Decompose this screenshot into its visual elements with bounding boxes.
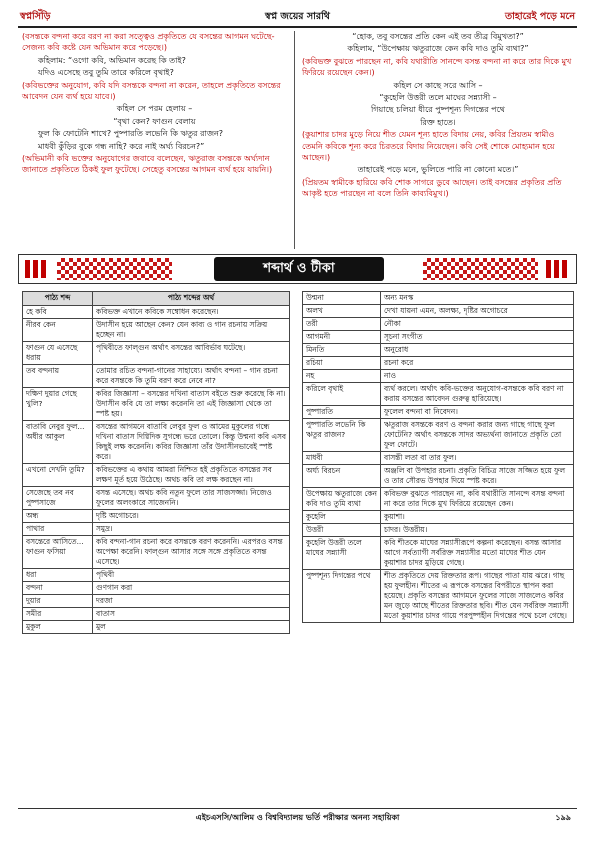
glossary-row bbox=[23, 342, 290, 365]
poem-line: মাধবী কুঁড়ির বুকে গন্ধ নাহি? করে নাই অর্ঘ্য বিরচন?” bbox=[38, 141, 205, 151]
glossary-word: তরী bbox=[303, 318, 381, 331]
glossary-meaning: বাসন্তী লতা বা তার ফুল। bbox=[381, 452, 574, 465]
header-left: স্বপ্নসিঁড়ি bbox=[20, 11, 51, 22]
glossary-row bbox=[303, 357, 574, 370]
glossary-word: পুষ্পারতি লভেনি কি ঋতুর রাজন? bbox=[303, 419, 381, 452]
glossary-word: নীরব কেন bbox=[23, 319, 93, 342]
glossary-meaning: কবি বন্দনা-গান রচনা করে বসন্তকে বরণ করেননি। এরপরও বসন্ত অপেক্ষা করেনি। ফাল্গুন আসার সঙ্গে সঙ্গে প্রকৃতিতে বসন্ত এসেছে। bbox=[93, 536, 290, 569]
poem-line: যদিও এসেছে তবু তুমি তারে করিলে বৃথাই? bbox=[38, 68, 174, 78]
glossary-row bbox=[303, 452, 574, 465]
glossary-row bbox=[23, 319, 290, 342]
glossary-meaning: কবির জিজ্ঞাসা – বসন্তের দখিনা বাতাস বইতে শুরু করেছে কি না। উদাসীন কবি যে তা লক্ষ্য করেননি তা এই জিজ্ঞাসা থেকে তা স্পষ্ট হয়। bbox=[93, 388, 290, 421]
glossary-row bbox=[303, 524, 574, 537]
glossary-row bbox=[23, 621, 290, 634]
glossary-word: পাথার bbox=[23, 523, 93, 536]
glossary-meaning: ব্যর্থ করলে। অর্থাৎ কবি-ভক্তের অনুযোগ-বসন্তকে কবি বরণ না করায় বসন্তের আবেদন গুরুত্ব হারিয়েছে। bbox=[381, 383, 574, 406]
glossary-row bbox=[303, 537, 574, 570]
glossary-row bbox=[303, 406, 574, 419]
glossary-word: অর্ঘ্য বিরচন bbox=[303, 465, 381, 488]
glossary-meaning: ঋতুরাজ বসন্তকে বরণ ও বন্দনা করার জন্য গাছে গাছে ফুল ফোটেনি? অর্থাৎ বসন্তকে সাদর অভ্যর্থনা জানাতে প্রকৃতি তো ফুল ফোটে। bbox=[381, 419, 574, 452]
glossary-row bbox=[23, 388, 290, 421]
poem-line: রিক্ত হাতে। bbox=[420, 117, 456, 127]
glossary-word: এখনো দেখনি তুমি? bbox=[23, 464, 93, 487]
glossary-meaning: বাতাস bbox=[93, 608, 290, 621]
commentary-text: (কুয়াশার চাদর মুড়ে নিয়ে শীত যেমন শূন্য হাতে বিদায় নেয়, কবির প্রিয়তম স্বামীও তেমনি কবিকে শূন্য করে চিরতরে বিদায় নিয়েছেন। কবি সেই শোকে মোহ্যমান হয়ে আছেন।) bbox=[302, 130, 555, 163]
glossary-word: পুষ্পশূন্য দিগন্তের পথে bbox=[303, 570, 381, 623]
glossary-word: মুকুল bbox=[23, 621, 93, 634]
banner-right-bars bbox=[546, 260, 570, 278]
glossary-word: বন্দনা bbox=[23, 582, 93, 595]
glossary-row bbox=[303, 419, 574, 452]
glossary-word: কুহেলি bbox=[303, 511, 381, 524]
glossary-row bbox=[303, 465, 574, 488]
glossary-word: পুষ্পারতি bbox=[303, 406, 381, 419]
glossary-row bbox=[303, 344, 574, 357]
glossary-meaning: তোমার রচিত বন্দনা-গানের সাহায্যে। অর্থাৎ বন্দনা – গান রচনা করে বসন্তকে কি তুমি বরণ করে নেবে না? bbox=[93, 365, 290, 388]
glossary-word: কুহেলি উত্তরী তলে মাঘের সন্ন্যাসী bbox=[303, 537, 381, 570]
glossary-word: দক্ষিণ দুয়ার গেছে খুলি? bbox=[23, 388, 93, 421]
commentary-text: (কবিভক্ত বুঝতে পারছেন না, কবি যথারীতি সানন্দে বসন্ত বন্দনা না করে তার দিকে মুখ ফিরিয়ে রয়েছেন কেন।) bbox=[302, 56, 572, 78]
glossary-meaning: অনুরোধ bbox=[381, 344, 574, 357]
poem-line: কহিলাম: “ওগো কবি, অভিমান করেছ কি তাই? bbox=[38, 55, 186, 65]
glossary-word: দুয়ার bbox=[23, 595, 93, 608]
glossary-meaning: অন্য মনস্ক bbox=[381, 292, 574, 305]
glossary-meaning: গুণগান করা bbox=[93, 582, 290, 595]
glossary-meaning: দরজা bbox=[93, 595, 290, 608]
poem-line: গিয়াছে চলিয়া ধীরে পুষ্পশূন্য দিগন্তের পথে bbox=[371, 105, 505, 115]
section-banner bbox=[18, 254, 577, 284]
glossary-meaning: মুল bbox=[93, 621, 290, 634]
commentary-text: (বসন্তকে বন্দনা করে বরণ না করা সত্ত্বেও প্রকৃতিতে যে বসন্তের আগমন ঘটেছে- সেজন্য কবি কষ্টে যেন অভিমান করে পড়েছে।) bbox=[22, 32, 275, 53]
glossary-word: আগমনী bbox=[303, 331, 381, 344]
glossary-meaning: উদাসীন হয়ে আছেন কেন? যেন কাব্য ও গান রচনায় সক্রিয় হচ্ছেন না। bbox=[93, 319, 290, 342]
glossary-word: মাধবী bbox=[303, 452, 381, 465]
glossary-meaning: নৌকা bbox=[381, 318, 574, 331]
glossary-row bbox=[303, 488, 574, 511]
header-right: তাহারেই পড়ে মনে bbox=[504, 11, 575, 22]
poem-column-right bbox=[302, 31, 574, 201]
glossary-row bbox=[23, 487, 290, 510]
glossary-row bbox=[303, 331, 574, 344]
glossary-row bbox=[303, 318, 574, 331]
glossary-meaning: কবিভক্ত বুঝতে পারছেন না, কবি যথারীতি সানন্দে বসন্ত বন্দনা না করে তার দিকে মুখ ফিরিয়ে রয়েছেন কেন। bbox=[381, 488, 574, 511]
glossary-row bbox=[23, 306, 290, 319]
page-number: ১৯৯ bbox=[555, 813, 571, 822]
glossary-word: ফাগুন যে এসেছে ধরায় bbox=[23, 342, 93, 365]
poem-line: কহিল সে পরম হেলায় – bbox=[116, 104, 193, 114]
commentary-text: (অভিমানী কবি ভক্তের অনুযোগের জবাবে বলেছেন, ঋতুরাজ বসন্তকে অর্ঘ্যদান জানাতে প্রকৃতিতে ঠিকই ফুল ফুটেছে। সেহেতু বসন্তের আগমন ব্যর্থ হয়ে যায়নি।) bbox=[22, 154, 273, 175]
glossary-row bbox=[23, 595, 290, 608]
glossary-meaning: ফুলেল বন্দনা বা নিবেদন। bbox=[381, 406, 574, 419]
glossary-meaning: কবি শীতকে মাঘের সন্ন্যাসীরূপে কল্পনা করেছেন। বসন্ত আসার আগে সর্বত্যাগী সর্বরিক্ত সন্ন্যাসীর মতো মাঘের শীত যেন কুয়াশার চাদর মুড়িয়ে গেছে। bbox=[381, 537, 574, 570]
banner-right-pattern bbox=[423, 258, 538, 280]
glossary-word: উন্মনা bbox=[303, 292, 381, 305]
glossary-word: সমীর bbox=[23, 608, 93, 621]
glossary-row bbox=[23, 421, 290, 464]
glossary-word: উত্তরী bbox=[303, 524, 381, 537]
glossary-row bbox=[23, 510, 290, 523]
commentary-text: (কবিভক্তের অনুযোগ, কবি যদি বসন্তকে বন্দনা না করেন, তাহলে প্রকৃতিতে বসন্তের আবেদন যেন ব্যর্থ হয়ে যাবে।) bbox=[22, 80, 281, 102]
glossary-row bbox=[23, 608, 290, 621]
glossary-row bbox=[23, 582, 290, 595]
glossary-meaning: সূচনা সংগীত bbox=[381, 331, 574, 344]
glossary-word: উপেক্ষায় ঋতুরাজে কেন কবি দাও তুমি ব্যথা bbox=[303, 488, 381, 511]
glossary-table-right bbox=[302, 291, 574, 623]
glossary-row bbox=[23, 523, 290, 536]
footer-text: এইচএসসি/আলিম ও বিশ্ববিদ্যালয় ভর্তি পরীক্ষার অনন্য সহায়িকা bbox=[195, 813, 400, 822]
banner-left-pattern bbox=[57, 258, 172, 280]
header-center: স্বপ্ন জয়ের সারথি bbox=[265, 11, 330, 22]
col-header-meaning: পাঠ্য শব্দের অর্থ bbox=[93, 292, 290, 306]
poem-column-left bbox=[22, 31, 287, 177]
column-divider bbox=[294, 31, 295, 249]
glossary-row bbox=[23, 464, 290, 487]
glossary-meaning: সমুদ্র। bbox=[93, 523, 290, 536]
glossary-meaning: পৃথিবীতে ফাল্গুন অর্থাৎ বসন্তের আবির্ভাব ঘটেছে। bbox=[93, 342, 290, 365]
glossary-word: অলখ bbox=[303, 305, 381, 318]
col-header-word: পাঠ্য শব্দ bbox=[23, 292, 93, 306]
poem-line: “হোক, তবু বসন্তের প্রতি কেন এই তব তীব্র বিমুখতা?” bbox=[352, 32, 524, 41]
glossary-meaning: কবিভক্তের এ কথায় আমরা নিশ্চিত হই প্রকৃতিতে বসন্তের সব লক্ষণ মূর্ত হয়ে উঠেছে। অথচ কবি তা লক্ষ করছেন না। bbox=[93, 464, 290, 487]
glossary-word: করিলে বৃথাই bbox=[303, 383, 381, 406]
glossary-word: নহ bbox=[303, 370, 381, 383]
glossary-row bbox=[23, 365, 290, 388]
commentary-text: (প্রিয়তম স্বামীকে হারিয়ে কবি শোক সাগরে ডুবে আছেন। তাই বসন্তের প্রকৃতির প্রতি আকৃষ্ট হতে পারছেন না বলে তিনি কাব্যবিমুখ।) bbox=[302, 177, 562, 199]
glossary-word: বাতাবি নেবুর ফুল... অধীর আকুল bbox=[23, 421, 93, 464]
page-header bbox=[18, 6, 577, 28]
glossary-row bbox=[23, 536, 290, 569]
glossary-meaning: বসন্তের আগমনে বাতাবি লেবুর ফুল ও আমের মুকুলের গন্ধে দখিনা বাতাস দিগ্বিদিক সুগন্ধে ভরে তোলে। কিন্তু উন্মনা কবি এসব কিছুই লক্ষ করেননি। কবির জিজ্ঞাসা তাঁর উদাসীনভাবেই স্পষ্ট করে। bbox=[93, 421, 290, 464]
glossary-word: বসন্তেরে আসিতে... ফাগুন ফসিয়া bbox=[23, 536, 93, 569]
glossary-word: সেজেছে তব নব পুষ্পসাজে bbox=[23, 487, 93, 510]
page-footer bbox=[18, 808, 577, 824]
section-title: শব্দার্থ ও টীকা bbox=[214, 257, 384, 281]
glossary-meaning: পৃথিবী bbox=[93, 569, 290, 582]
banner-left-bars bbox=[25, 260, 49, 278]
glossary-table-left bbox=[22, 291, 290, 634]
poem-line: ফুল কি ফোটেনি শাখে? পুষ্পারতি লভেনি কি ঋতুর রাজন? bbox=[38, 129, 224, 139]
glossary-word: হে কবি bbox=[23, 306, 93, 319]
glossary-meaning: অঞ্জলি বা উপহার রচনা। প্রকৃতি বিচিত্র সাজে সজ্জিত হয়ে ফুল ও তার সৌরভ উপহার দিয়ে স্পষ্ট করে। bbox=[381, 465, 574, 488]
glossary-row bbox=[303, 383, 574, 406]
glossary-meaning: বসন্ত এসেছে। অথচ কবি নতুন ফুলে তার সাজসজ্জা। নিজেও ফুলের অলংকারে সাজেননি। bbox=[93, 487, 290, 510]
glossary-word: মিনতি bbox=[303, 344, 381, 357]
glossary-meaning: নাও bbox=[381, 370, 574, 383]
poem-line: কহিলাম, “উপেক্ষায় ঋতুরাজে কেন কবি দাও তুমি ব্যথা?” bbox=[347, 44, 529, 54]
glossary-meaning: দেখা যায়না এমন, অলক্ষ্য, দৃষ্টির অগোচরে bbox=[381, 305, 574, 318]
glossary-meaning: রচনা করে bbox=[381, 357, 574, 370]
glossary-meaning: দৃষ্টি অগোচরে। bbox=[93, 510, 290, 523]
poem-line: কহিল সে কাছে সরে আসি – bbox=[393, 80, 483, 90]
poem-line: “কুহেলি উত্তরী তলে মাঘের সন্ন্যাসী – bbox=[379, 93, 497, 103]
glossary-meaning: চাদর। উত্তরীয়। bbox=[381, 524, 574, 537]
glossary-row bbox=[303, 292, 574, 305]
glossary-word: ধরা bbox=[23, 569, 93, 582]
glossary-row bbox=[303, 370, 574, 383]
glossary-meaning: কুয়াশা। bbox=[381, 511, 574, 524]
glossary-word: তব বন্দনায় bbox=[23, 365, 93, 388]
poem-line: “বৃথা কেন? ফাগুন বেলায় bbox=[113, 116, 196, 126]
glossary-row bbox=[303, 511, 574, 524]
glossary-row bbox=[23, 569, 290, 582]
glossary-word: রচিয়া bbox=[303, 357, 381, 370]
glossary-row bbox=[303, 570, 574, 623]
glossary-row bbox=[303, 305, 574, 318]
glossary-word: অন্ধ bbox=[23, 510, 93, 523]
glossary-meaning: কবিভক্ত এখানে কবিকে সম্বোধন করেছেন। bbox=[93, 306, 290, 319]
glossary-meaning: শীত প্রকৃতিতে দেয় রিক্ততার রূপ। গাছের পাতা যায় ঝরে। গাছ হয় ফুলহীন। শীতের এ রূপকে বসন্তের বিপরীতে স্থাপন করা হয়েছে। প্রকৃতি বসন্তের আগমনে ফুলের সাজে সাজলেও কবির মন জুড়ে আছে শীতের রিক্ততার ছবি। শীত যেন সর্বরিক্ত সন্ন্যাসী মতো কুয়াশার চাদর গায়ে পরপুষ্পহীন দিগন্তের পথে চলে গেছে। bbox=[381, 570, 574, 623]
poem-line: তাহারেই পড়ে মনে, ভুলিতে পারি না কোনো মতে।” bbox=[357, 165, 519, 175]
